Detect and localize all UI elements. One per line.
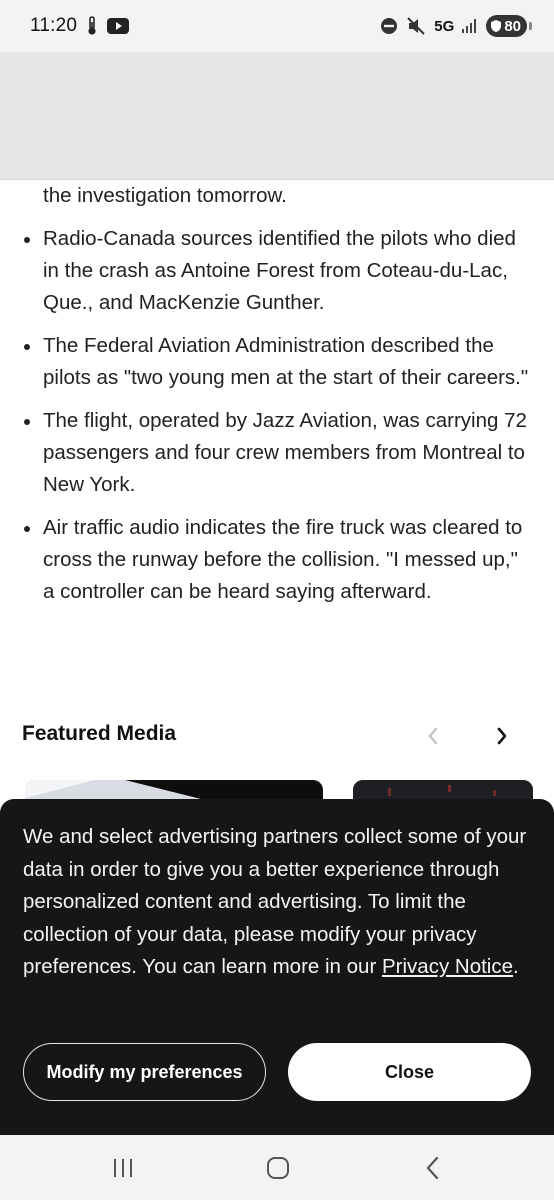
privacy-consent-banner <box>0 799 554 1135</box>
battery-cap <box>529 22 532 30</box>
bullet-item: The flight, operated by Jazz Aviation, was carrying 72 passengers and four crew members from Montreal to New York. <box>0 405 554 501</box>
bullet-item: Radio-Canada sources identified the pilots who died in the crash as Antoine Forest from Coteau-du-Lac, Que., and MacKenzie Gunther. <box>0 223 554 319</box>
chevron-left-icon <box>426 725 440 747</box>
consent-text-before: We and select advertising partners collect some of your data in order to give you a better experience through personalized content and advertising. To limit the collection of your data, please modify your privacy preferences. You can learn more in our <box>23 825 527 978</box>
close-button[interactable]: Close <box>288 1043 531 1101</box>
battery-level: 80 <box>504 17 521 35</box>
status-time: 11:20 <box>30 15 78 36</box>
home-button[interactable] <box>263 1153 293 1183</box>
bullet-item: The Federal Aviation Administration described the pilots as "two young men at the start of their careers." <box>0 330 554 394</box>
chevron-right-icon <box>495 725 509 747</box>
network-label: 5G <box>434 17 455 35</box>
do-not-disturb-icon <box>380 17 398 35</box>
recents-icon <box>111 1157 135 1179</box>
youtube-icon <box>107 18 129 34</box>
ad-placeholder <box>0 52 554 180</box>
navigation-bar <box>0 1135 554 1200</box>
back-button[interactable] <box>418 1153 448 1183</box>
status-left <box>30 15 129 37</box>
consent-message <box>23 821 533 984</box>
featured-media-title: Featured Media <box>22 722 177 745</box>
bullet-item: Air traffic audio indicates the fire truck was cleared to cross the runway before the collision. "I messed up," a controller can be heard saying afterward. <box>0 512 554 608</box>
mute-icon <box>406 16 426 36</box>
privacy-notice-link[interactable]: Privacy Notice <box>381 955 513 978</box>
article-bullet-list <box>0 223 554 619</box>
back-icon <box>423 1155 443 1181</box>
thermometer-icon <box>87 16 97 36</box>
home-icon <box>265 1155 291 1181</box>
battery-icon <box>486 15 527 37</box>
status-bar <box>0 0 554 52</box>
article-partial-line: the investigation tomorrow. <box>43 184 287 207</box>
status-right <box>380 15 532 37</box>
carousel-prev-button[interactable] <box>420 722 446 750</box>
signal-icon <box>462 19 478 33</box>
recents-button[interactable] <box>108 1153 138 1183</box>
consent-text-after: . <box>513 955 519 978</box>
modify-preferences-button[interactable]: Modify my preferences <box>23 1043 266 1101</box>
carousel-next-button[interactable] <box>489 722 515 750</box>
